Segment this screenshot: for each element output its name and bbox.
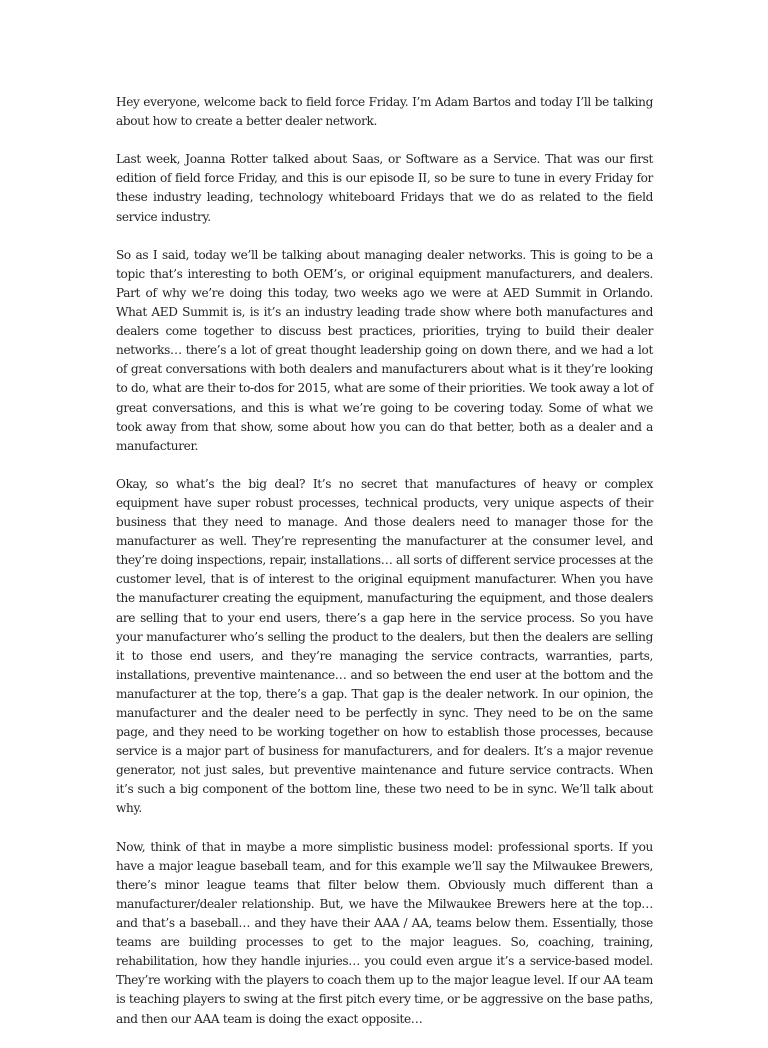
paragraph-last-week: Last week, Joanna Rotter talked about Saas, or Software as a Service. That was our first edition of field force Friday, and this is our episode II, so be sure to tune in every Friday for these industry leading, technology whiteboard Fridays that we do as related to the field service industry. (116, 152, 653, 224)
paragraph-big-deal: Okay, so what’s the big deal? It’s no secret that manufactures of heavy or complex equipment have super robust processes, technical products, very unique aspects of their business that they need to manage. And those dealers need to manager those for the manufacturer as well. They’re representing the manufacturer at the consumer level, and they’re doing inspections, repair, installations… all sorts of different service processes at the customer level, that is of interest to the original equipment manufacturer. When you have the manufacturer creating the equipment, manufacturing the equipment, and those dealers are selling that to your end users, there’s a gap here in the service process. So you have your manufacturer who’s selling the product to the dealers, but then the dealers are selling it to those end users, and they’re managing the service contracts, warranties, parts, installations, preventive maintenance… and so between the end user at the bottom and the manufacturer at the top, there’s a gap. That gap is the dealer network. In our opinion, the manufacturer and the dealer need to be perfectly in sync. They need to be on the same page, and they need to be working together on how to establish those processes, because service is a major part of business for manufacturers, and for dealers. It’s a major revenue generator, not just sales, but preventive maintenance and future service contracts. When it’s such a big component of the bottom line, these two need to be in sync. We’ll talk about why. (116, 476, 653, 816)
paragraph-dealer-networks: So as I said, today we’ll be talking about managing dealer networks. This is going to be a topic that’s interesting to both OEM’s, or original equipment manufacturers, and dealers. Part of why we’re doing this today, two weeks ago we were at AED Summit in Orlando. What AED Summit is, is it’s an industry leading trade show where both manufactures and dealers come together to discuss best practices, priorities, trying to build their dealer networks… there’s a lot of great thought leadership going on down there, and we had a lot of great conversations with both dealers and manufacturers about what is it they’re looking to do, what are their to-dos for 2015, what are some of their priorities. We took away a lot of great conversations, and this is what we’re going to be covering today. Some of what we took away from that show, some about how you can do that better, both as a dealer and a manufacturer. (116, 247, 653, 453)
document-body (116, 93, 653, 1048)
paragraph-intro: Hey everyone, welcome back to field force Friday. I’m Adam Bartos and today I’ll be talking about how to create a better dealer network. (116, 95, 653, 129)
paragraph-sports-analogy: Now, think of that in maybe a more simplistic business model: professional sports. If you have a major league baseball team, and for this example we’ll say the Milwaukee Brewers, there’s minor league teams that filter below them. Obviously much different than a manufacturer/dealer relationship. But, we have the Milwaukee Brewers here at the top… and that’s a baseball… and they have their AAA / AA, teams below them. Essentially, those teams are building processes to get to the major leagues. So, coaching, training, rehabilitation, how they handle injuries… you could even argue it’s a service-based model. They’re working with the players to coach them up to the major league level. If our AA team is teaching players to swing at the first pitch every time, or be aggressive on the base paths, and then our AAA team is doing the exact opposite… (116, 839, 653, 1026)
